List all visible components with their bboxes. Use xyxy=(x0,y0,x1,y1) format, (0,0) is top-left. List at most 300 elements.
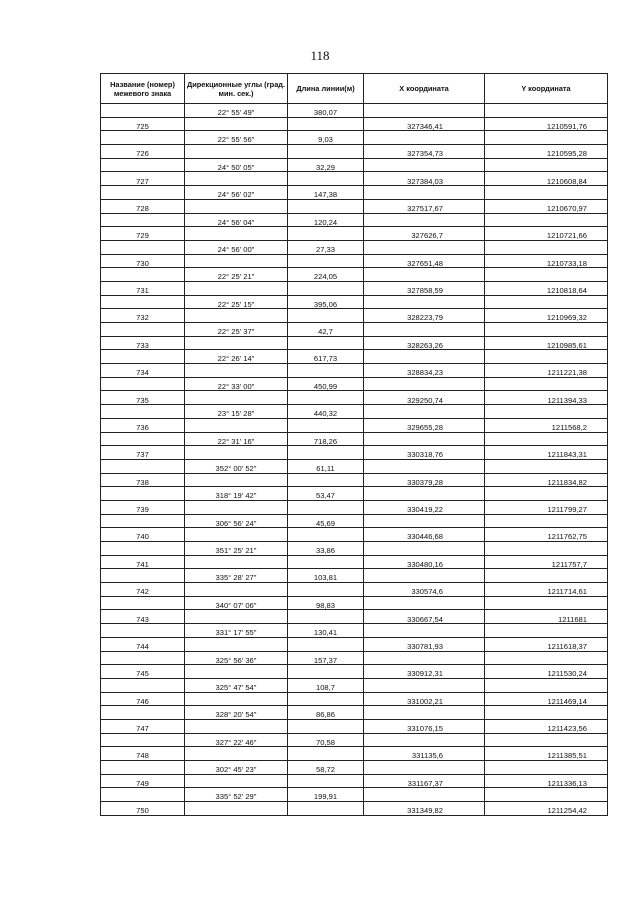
cell-direction-angle: 302° 45' 23" xyxy=(185,761,288,775)
cell-direction-angle: 22° 25' 21" xyxy=(185,268,288,282)
cell-y-coordinate xyxy=(485,459,608,473)
cell-direction-angle: 306° 56' 24" xyxy=(185,514,288,528)
cell-marker-name xyxy=(101,651,185,665)
cell-line-length xyxy=(288,391,364,405)
cell-y-coordinate: 1210985,61 xyxy=(485,336,608,350)
cell-direction-angle: 340° 07' 06" xyxy=(185,596,288,610)
cell-line-length xyxy=(288,117,364,131)
cell-line-length: 103,81 xyxy=(288,569,364,583)
cell-direction-angle xyxy=(185,254,288,268)
cell-line-length: 70,58 xyxy=(288,733,364,747)
cell-y-coordinate: 1210608,84 xyxy=(485,172,608,186)
table-row xyxy=(101,555,608,569)
cell-x-coordinate: 327384,03 xyxy=(364,172,485,186)
cell-marker-name: 727 xyxy=(101,172,185,186)
cell-line-length: 199,91 xyxy=(288,788,364,802)
cell-direction-angle xyxy=(185,473,288,487)
table-row xyxy=(101,637,608,651)
cell-line-length: 450,99 xyxy=(288,377,364,391)
header-y-coordinate: Y координата xyxy=(485,74,608,104)
table-body xyxy=(101,104,608,816)
cell-x-coordinate: 328223,79 xyxy=(364,309,485,323)
cell-direction-angle xyxy=(185,747,288,761)
cell-x-coordinate xyxy=(364,542,485,556)
cell-marker-name: 742 xyxy=(101,583,185,597)
cell-y-coordinate: 1210591,76 xyxy=(485,117,608,131)
cell-direction-angle: 327° 22' 46" xyxy=(185,733,288,747)
cell-x-coordinate: 329655,28 xyxy=(364,418,485,432)
table-row xyxy=(101,706,608,720)
cell-x-coordinate xyxy=(364,405,485,419)
cell-direction-angle xyxy=(185,583,288,597)
cell-x-coordinate xyxy=(364,432,485,446)
table-row xyxy=(101,459,608,473)
cell-x-coordinate xyxy=(364,295,485,309)
cell-x-coordinate xyxy=(364,377,485,391)
cell-x-coordinate xyxy=(364,706,485,720)
cell-x-coordinate: 330446,68 xyxy=(364,528,485,542)
cell-direction-angle xyxy=(185,500,288,514)
cell-line-length xyxy=(288,747,364,761)
table-row xyxy=(101,761,608,775)
cell-line-length: 61,11 xyxy=(288,459,364,473)
cell-direction-angle xyxy=(185,802,288,816)
cell-direction-angle: 24° 50' 05" xyxy=(185,158,288,172)
cell-marker-name: 749 xyxy=(101,774,185,788)
cell-y-coordinate: 1211221,38 xyxy=(485,364,608,378)
cell-x-coordinate xyxy=(364,733,485,747)
cell-y-coordinate xyxy=(485,350,608,364)
cell-direction-angle xyxy=(185,172,288,186)
cell-line-length xyxy=(288,802,364,816)
cell-direction-angle xyxy=(185,665,288,679)
cell-direction-angle: 325° 56' 36" xyxy=(185,651,288,665)
cell-y-coordinate xyxy=(485,104,608,118)
cell-direction-angle xyxy=(185,309,288,323)
cell-y-coordinate xyxy=(485,186,608,200)
cell-direction-angle: 22° 25' 15" xyxy=(185,295,288,309)
table-row xyxy=(101,104,608,118)
cell-x-coordinate xyxy=(364,678,485,692)
cell-x-coordinate: 331349,82 xyxy=(364,802,485,816)
cell-x-coordinate xyxy=(364,323,485,337)
cell-x-coordinate xyxy=(364,459,485,473)
cell-marker-name: 729 xyxy=(101,227,185,241)
cell-line-length: 53,47 xyxy=(288,487,364,501)
cell-x-coordinate xyxy=(364,268,485,282)
table-row xyxy=(101,350,608,364)
cell-y-coordinate: 1211681 xyxy=(485,610,608,624)
cell-marker-name: 743 xyxy=(101,610,185,624)
cell-x-coordinate: 331167,37 xyxy=(364,774,485,788)
table-row xyxy=(101,418,608,432)
cell-y-coordinate: 1211762,75 xyxy=(485,528,608,542)
cell-marker-name xyxy=(101,405,185,419)
page-number: 118 xyxy=(310,48,330,63)
cell-x-coordinate xyxy=(364,350,485,364)
cell-marker-name: 735 xyxy=(101,391,185,405)
cell-direction-angle: 24° 56' 04" xyxy=(185,213,288,227)
cell-marker-name xyxy=(101,459,185,473)
cell-marker-name: 746 xyxy=(101,692,185,706)
cell-x-coordinate: 328263,26 xyxy=(364,336,485,350)
cell-x-coordinate xyxy=(364,651,485,665)
table-row xyxy=(101,172,608,186)
cell-line-length: 130,41 xyxy=(288,624,364,638)
cell-x-coordinate: 330480,16 xyxy=(364,555,485,569)
cell-y-coordinate xyxy=(485,542,608,556)
table-row xyxy=(101,487,608,501)
table-row xyxy=(101,514,608,528)
table-row xyxy=(101,788,608,802)
table-row xyxy=(101,747,608,761)
table-row xyxy=(101,802,608,816)
cell-direction-angle xyxy=(185,528,288,542)
cell-direction-angle xyxy=(185,336,288,350)
cell-x-coordinate: 330318,76 xyxy=(364,446,485,460)
cell-marker-name xyxy=(101,323,185,337)
header-x-coordinate: X координата xyxy=(364,74,485,104)
cell-line-length xyxy=(288,254,364,268)
table-row xyxy=(101,186,608,200)
cell-direction-angle: 22° 55' 49" xyxy=(185,104,288,118)
table-row xyxy=(101,158,608,172)
cell-line-length xyxy=(288,637,364,651)
cell-direction-angle xyxy=(185,719,288,733)
cell-line-length xyxy=(288,418,364,432)
cell-marker-name: 736 xyxy=(101,418,185,432)
cell-marker-name: 725 xyxy=(101,117,185,131)
table-row xyxy=(101,268,608,282)
cell-x-coordinate: 327651,48 xyxy=(364,254,485,268)
cell-direction-angle: 325° 47' 54" xyxy=(185,678,288,692)
cell-x-coordinate: 328834,23 xyxy=(364,364,485,378)
cell-x-coordinate: 330574,6 xyxy=(364,583,485,597)
cell-marker-name: 730 xyxy=(101,254,185,268)
cell-line-length: 98,83 xyxy=(288,596,364,610)
cell-marker-name xyxy=(101,186,185,200)
table-row xyxy=(101,692,608,706)
cell-marker-name xyxy=(101,213,185,227)
table-row xyxy=(101,377,608,391)
cell-line-length xyxy=(288,227,364,241)
cell-marker-name xyxy=(101,678,185,692)
cell-y-coordinate: 1211618,37 xyxy=(485,637,608,651)
cell-line-length xyxy=(288,281,364,295)
cell-x-coordinate xyxy=(364,213,485,227)
cell-direction-angle xyxy=(185,281,288,295)
cell-direction-angle xyxy=(185,418,288,432)
cell-line-length: 380,07 xyxy=(288,104,364,118)
cell-line-length xyxy=(288,145,364,159)
cell-x-coordinate: 330379,28 xyxy=(364,473,485,487)
cell-y-coordinate xyxy=(485,131,608,145)
table-row xyxy=(101,610,608,624)
cell-marker-name: 747 xyxy=(101,719,185,733)
cell-line-length: 32,29 xyxy=(288,158,364,172)
cell-marker-name xyxy=(101,761,185,775)
cell-y-coordinate xyxy=(485,432,608,446)
cell-line-length xyxy=(288,199,364,213)
cell-marker-name xyxy=(101,733,185,747)
cell-marker-name: 726 xyxy=(101,145,185,159)
table-row xyxy=(101,309,608,323)
cell-direction-angle xyxy=(185,145,288,159)
cell-y-coordinate xyxy=(485,158,608,172)
header-marker-name: Название (номер) межевого знака xyxy=(101,74,185,104)
cell-y-coordinate: 1211757,7 xyxy=(485,555,608,569)
cell-x-coordinate: 330781,93 xyxy=(364,637,485,651)
cell-marker-name xyxy=(101,514,185,528)
cell-line-length xyxy=(288,172,364,186)
cell-x-coordinate xyxy=(364,240,485,254)
table-row xyxy=(101,131,608,145)
cell-line-length xyxy=(288,528,364,542)
cell-marker-name xyxy=(101,569,185,583)
cell-marker-name xyxy=(101,706,185,720)
cell-line-length: 718,26 xyxy=(288,432,364,446)
cell-y-coordinate: 1211254,42 xyxy=(485,802,608,816)
cell-y-coordinate xyxy=(485,240,608,254)
table-row xyxy=(101,719,608,733)
cell-line-length xyxy=(288,665,364,679)
cell-y-coordinate: 1211714,61 xyxy=(485,583,608,597)
cell-y-coordinate: 1210733,18 xyxy=(485,254,608,268)
table-row xyxy=(101,651,608,665)
cell-marker-name xyxy=(101,104,185,118)
cell-y-coordinate xyxy=(485,569,608,583)
cell-line-length: 120,24 xyxy=(288,213,364,227)
cell-y-coordinate: 1211385,51 xyxy=(485,747,608,761)
cell-x-coordinate: 330667,54 xyxy=(364,610,485,624)
cell-line-length xyxy=(288,473,364,487)
cell-y-coordinate xyxy=(485,323,608,337)
cell-direction-angle xyxy=(185,555,288,569)
cell-y-coordinate xyxy=(485,295,608,309)
cell-y-coordinate: 1211843,31 xyxy=(485,446,608,460)
cell-y-coordinate: 1211423,56 xyxy=(485,719,608,733)
cell-line-length xyxy=(288,719,364,733)
cell-marker-name: 740 xyxy=(101,528,185,542)
cell-y-coordinate xyxy=(485,678,608,692)
cell-marker-name: 745 xyxy=(101,665,185,679)
cell-line-length xyxy=(288,610,364,624)
cell-line-length: 617,73 xyxy=(288,350,364,364)
cell-x-coordinate: 330419,22 xyxy=(364,500,485,514)
cell-marker-name xyxy=(101,487,185,501)
cell-direction-angle xyxy=(185,364,288,378)
table-row xyxy=(101,432,608,446)
cell-y-coordinate: 1210670,97 xyxy=(485,199,608,213)
cell-y-coordinate xyxy=(485,706,608,720)
table-row xyxy=(101,213,608,227)
table-row xyxy=(101,323,608,337)
cell-x-coordinate: 331135,6 xyxy=(364,747,485,761)
cell-marker-name xyxy=(101,377,185,391)
cell-line-length: 33,86 xyxy=(288,542,364,556)
cell-y-coordinate xyxy=(485,788,608,802)
cell-marker-name: 750 xyxy=(101,802,185,816)
cell-direction-angle xyxy=(185,117,288,131)
cell-y-coordinate xyxy=(485,596,608,610)
table-row xyxy=(101,295,608,309)
cell-marker-name: 728 xyxy=(101,199,185,213)
cell-y-coordinate xyxy=(485,624,608,638)
cell-marker-name xyxy=(101,624,185,638)
cell-direction-angle: 22° 31' 16" xyxy=(185,432,288,446)
cell-marker-name: 732 xyxy=(101,309,185,323)
cell-marker-name xyxy=(101,596,185,610)
cell-direction-angle: 328° 20' 54" xyxy=(185,706,288,720)
cell-x-coordinate: 327626,7 xyxy=(364,227,485,241)
cell-x-coordinate: 331076,15 xyxy=(364,719,485,733)
cell-line-length: 147,38 xyxy=(288,186,364,200)
cell-x-coordinate xyxy=(364,788,485,802)
cell-marker-name: 731 xyxy=(101,281,185,295)
cell-direction-angle: 24° 56' 00" xyxy=(185,240,288,254)
cell-marker-name xyxy=(101,240,185,254)
cell-x-coordinate xyxy=(364,186,485,200)
cell-line-length: 395,06 xyxy=(288,295,364,309)
table-row xyxy=(101,364,608,378)
cell-line-length: 45,69 xyxy=(288,514,364,528)
cell-x-coordinate xyxy=(364,624,485,638)
cell-y-coordinate xyxy=(485,733,608,747)
cell-y-coordinate xyxy=(485,514,608,528)
table-row xyxy=(101,624,608,638)
cell-direction-angle xyxy=(185,610,288,624)
cell-direction-angle xyxy=(185,227,288,241)
table-row xyxy=(101,528,608,542)
cell-line-length: 58,72 xyxy=(288,761,364,775)
table-row xyxy=(101,117,608,131)
table-row xyxy=(101,240,608,254)
cell-x-coordinate: 330912,31 xyxy=(364,665,485,679)
table-row xyxy=(101,500,608,514)
cell-y-coordinate xyxy=(485,761,608,775)
cell-x-coordinate xyxy=(364,761,485,775)
table-row xyxy=(101,227,608,241)
cell-line-length: 9,03 xyxy=(288,131,364,145)
cell-x-coordinate: 327346,41 xyxy=(364,117,485,131)
cell-direction-angle: 335° 28' 27" xyxy=(185,569,288,583)
cell-y-coordinate: 1211834,82 xyxy=(485,473,608,487)
cell-y-coordinate: 1211394,33 xyxy=(485,391,608,405)
cell-line-length xyxy=(288,336,364,350)
coordinates-table xyxy=(100,73,608,816)
cell-x-coordinate: 327517,67 xyxy=(364,199,485,213)
cell-direction-angle xyxy=(185,692,288,706)
table-row xyxy=(101,733,608,747)
table-row xyxy=(101,542,608,556)
cell-marker-name xyxy=(101,542,185,556)
cell-direction-angle xyxy=(185,637,288,651)
cell-y-coordinate xyxy=(485,651,608,665)
table-row xyxy=(101,281,608,295)
cell-x-coordinate: 329250,74 xyxy=(364,391,485,405)
cell-direction-angle: 351° 25' 21" xyxy=(185,542,288,556)
cell-direction-angle: 22° 55' 56" xyxy=(185,131,288,145)
cell-direction-angle: 22° 33' 00" xyxy=(185,377,288,391)
cell-line-length: 86,86 xyxy=(288,706,364,720)
cell-direction-angle xyxy=(185,199,288,213)
cell-marker-name: 738 xyxy=(101,473,185,487)
cell-x-coordinate xyxy=(364,569,485,583)
cell-x-coordinate: 327354,73 xyxy=(364,145,485,159)
cell-marker-name xyxy=(101,350,185,364)
table-row xyxy=(101,583,608,597)
cell-marker-name: 748 xyxy=(101,747,185,761)
cell-line-length: 27,33 xyxy=(288,240,364,254)
cell-direction-angle: 22° 25' 37" xyxy=(185,323,288,337)
cell-y-coordinate xyxy=(485,268,608,282)
cell-line-length: 108,7 xyxy=(288,678,364,692)
cell-y-coordinate xyxy=(485,213,608,227)
header-direction-angle: Дирекционные углы (град. мин. сек.) xyxy=(185,74,288,104)
cell-y-coordinate: 1211568,2 xyxy=(485,418,608,432)
cell-marker-name xyxy=(101,268,185,282)
cell-y-coordinate: 1210595,28 xyxy=(485,145,608,159)
cell-line-length xyxy=(288,583,364,597)
cell-y-coordinate xyxy=(485,377,608,391)
cell-y-coordinate: 1210969,32 xyxy=(485,309,608,323)
cell-marker-name xyxy=(101,158,185,172)
cell-y-coordinate: 1211469,14 xyxy=(485,692,608,706)
cell-direction-angle xyxy=(185,391,288,405)
cell-y-coordinate xyxy=(485,487,608,501)
cell-direction-angle: 352° 00' 52" xyxy=(185,459,288,473)
cell-line-length xyxy=(288,500,364,514)
cell-direction-angle: 24° 56' 02" xyxy=(185,186,288,200)
cell-x-coordinate xyxy=(364,487,485,501)
cell-y-coordinate: 1210818,64 xyxy=(485,281,608,295)
table-row xyxy=(101,336,608,350)
table-row xyxy=(101,446,608,460)
cell-x-coordinate: 327858,59 xyxy=(364,281,485,295)
table-row xyxy=(101,405,608,419)
cell-x-coordinate xyxy=(364,596,485,610)
cell-x-coordinate xyxy=(364,514,485,528)
cell-y-coordinate: 1211799,27 xyxy=(485,500,608,514)
table-row xyxy=(101,569,608,583)
cell-line-length xyxy=(288,555,364,569)
cell-x-coordinate xyxy=(364,131,485,145)
cell-line-length xyxy=(288,774,364,788)
header-line-length: Длина линии(м) xyxy=(288,74,364,104)
cell-marker-name xyxy=(101,432,185,446)
cell-y-coordinate: 1210721,66 xyxy=(485,227,608,241)
cell-line-length xyxy=(288,692,364,706)
cell-y-coordinate: 1211530,24 xyxy=(485,665,608,679)
cell-x-coordinate xyxy=(364,158,485,172)
table-row xyxy=(101,254,608,268)
table-row xyxy=(101,199,608,213)
cell-marker-name xyxy=(101,131,185,145)
cell-x-coordinate: 331002,21 xyxy=(364,692,485,706)
cell-line-length xyxy=(288,446,364,460)
cell-marker-name: 739 xyxy=(101,500,185,514)
cell-marker-name: 734 xyxy=(101,364,185,378)
cell-direction-angle xyxy=(185,774,288,788)
table-row xyxy=(101,596,608,610)
table-row xyxy=(101,145,608,159)
table-row xyxy=(101,678,608,692)
cell-line-length: 157,37 xyxy=(288,651,364,665)
table-row xyxy=(101,665,608,679)
cell-y-coordinate: 1211336,13 xyxy=(485,774,608,788)
cell-direction-angle: 22° 26' 14" xyxy=(185,350,288,364)
table-row xyxy=(101,774,608,788)
